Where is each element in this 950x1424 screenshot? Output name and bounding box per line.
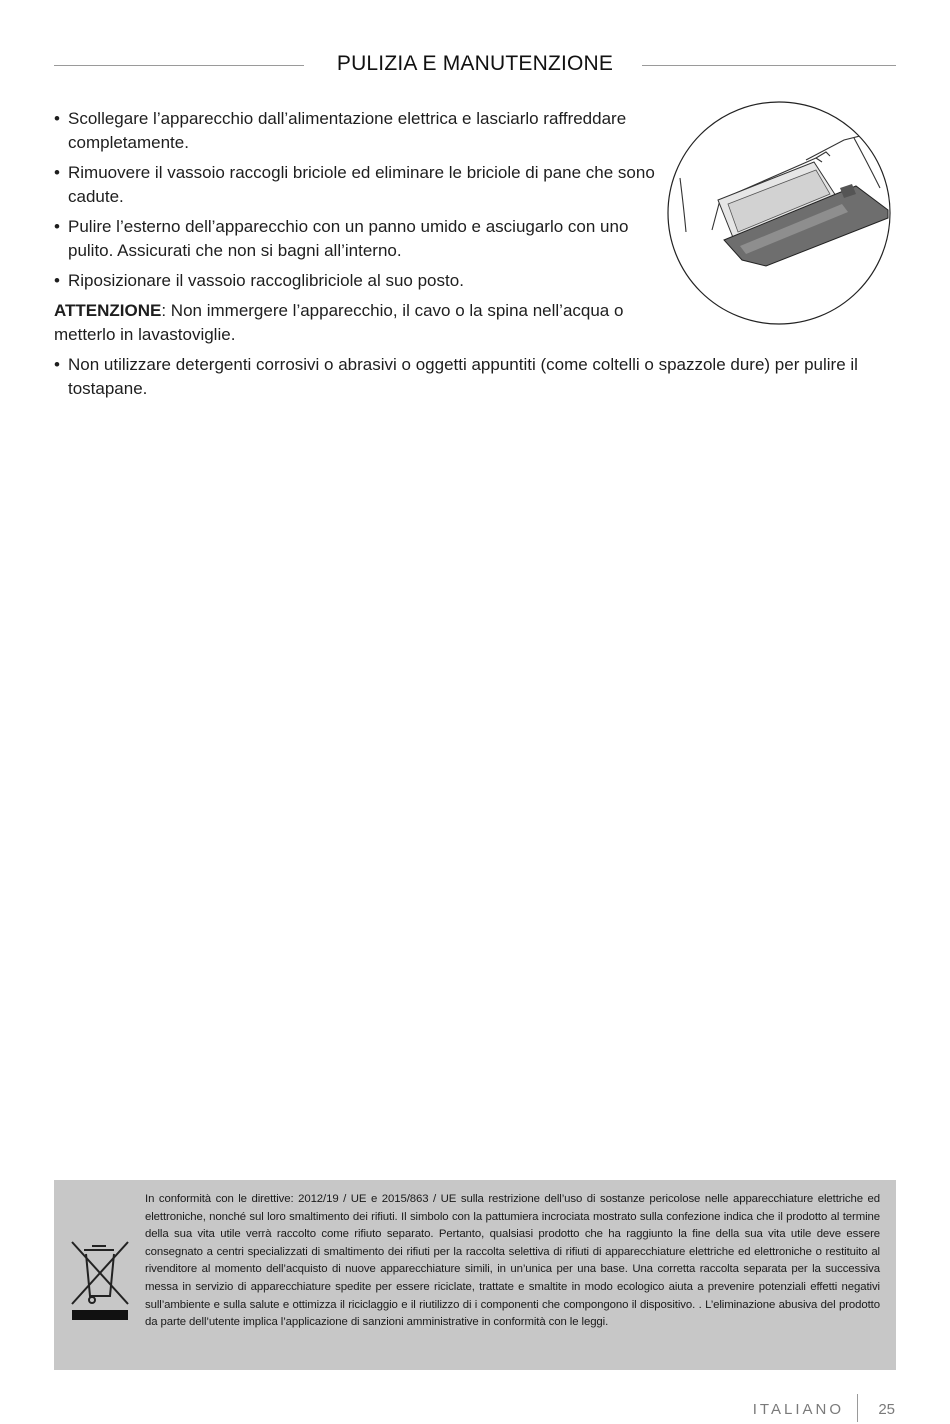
step-text: Scollegare l’apparecchio dall’alimentazione elettrica e lasciarlo raffreddare completamente. — [68, 109, 627, 152]
disposal-notice — [54, 1180, 896, 1370]
list-item — [54, 353, 896, 401]
step-text: Non utilizzare detergenti corrosivi o abrasivi o oggetti appuntiti (come coltelli o spazzole dure) per pulire il tostapane. — [68, 355, 858, 398]
bullet-marker: • — [54, 217, 60, 236]
header-rule-right — [642, 65, 896, 66]
footer-divider — [857, 1394, 858, 1422]
disposal-text: In conformità con le direttive: 2012/19 / UE e 2015/863 / UE sulla restrizione dell’uso di sostanze pericolose nelle apparecchiature elettriche ed elettroniche, nonché sul loro smaltimento dei rifiuti. Il simbolo con la pattumiera incrociata mostrato sulla confezione indica che il prodotto al termine della sua vita utile verrà raccolto come rifiuto separato. Pertanto, qualsiasi prodotto che ha raggiunto la fine della sua vita utile deve essere consegnato a centri specializzati di smaltimento dei rifiuti per la raccolta selettiva di rifiuti di apparecchiature elettriche ed elettroniche o restituito al rivenditore al momento dell’acquisto di nuove apparecchiature simili, in un’unica per una base. Una corretta raccolta separata per la successiva messa in servizio di apparecchiature spedite per essere riciclate, trattate e smaltite in modo ecologico aiuta a prevenire potenziali effetti negativi sull’ambiente e sulla salute e ottimizza il riciclaggio e il riutilizzo di i componenti che compongono il dispositivo. . L’eliminazione abusiva del prodotto da parte dell’utente implica l’applicazione di sanzioni amministrative in conformità con le leggi. — [145, 1193, 880, 1329]
step-text: Rimuovere il vassoio raccogli briciole ed eliminare le briciole di pane che sono cadute. — [68, 163, 655, 206]
header-rule-left — [54, 65, 304, 66]
bullet-marker: • — [54, 355, 60, 374]
page-title: PULIZIA E MANUTENZIONE — [336, 52, 614, 75]
warning-label: ATTENZIONE — [54, 301, 162, 320]
warning-note — [54, 299, 644, 347]
bullet-marker: • — [54, 163, 60, 182]
step-text: Pulire l’esterno dell’apparecchio con un panno umido e asciugarlo con uno pulito. Assicurati che non si bagni all’interno. — [68, 217, 629, 260]
crossed-out-wheelie-bin-icon — [68, 1238, 132, 1322]
language-label: ITALIANO — [752, 1401, 844, 1418]
section-header — [54, 52, 896, 84]
bullet-marker: • — [54, 109, 60, 128]
crumb-tray-icon — [666, 100, 892, 326]
page-number: 25 — [878, 1401, 895, 1418]
warning-text: : Non immergere l’apparecchio, il cavo o la spina nell’acqua o metterlo in lavastoviglie. — [54, 301, 624, 344]
list-item — [54, 161, 660, 209]
bullet-marker: • — [54, 271, 60, 290]
list-item — [54, 215, 660, 263]
list-item — [54, 269, 660, 293]
step-text: Riposizionare il vassoio raccoglibriciole al suo posto. — [68, 271, 464, 290]
page-footer — [740, 1400, 900, 1422]
list-item — [54, 107, 660, 155]
